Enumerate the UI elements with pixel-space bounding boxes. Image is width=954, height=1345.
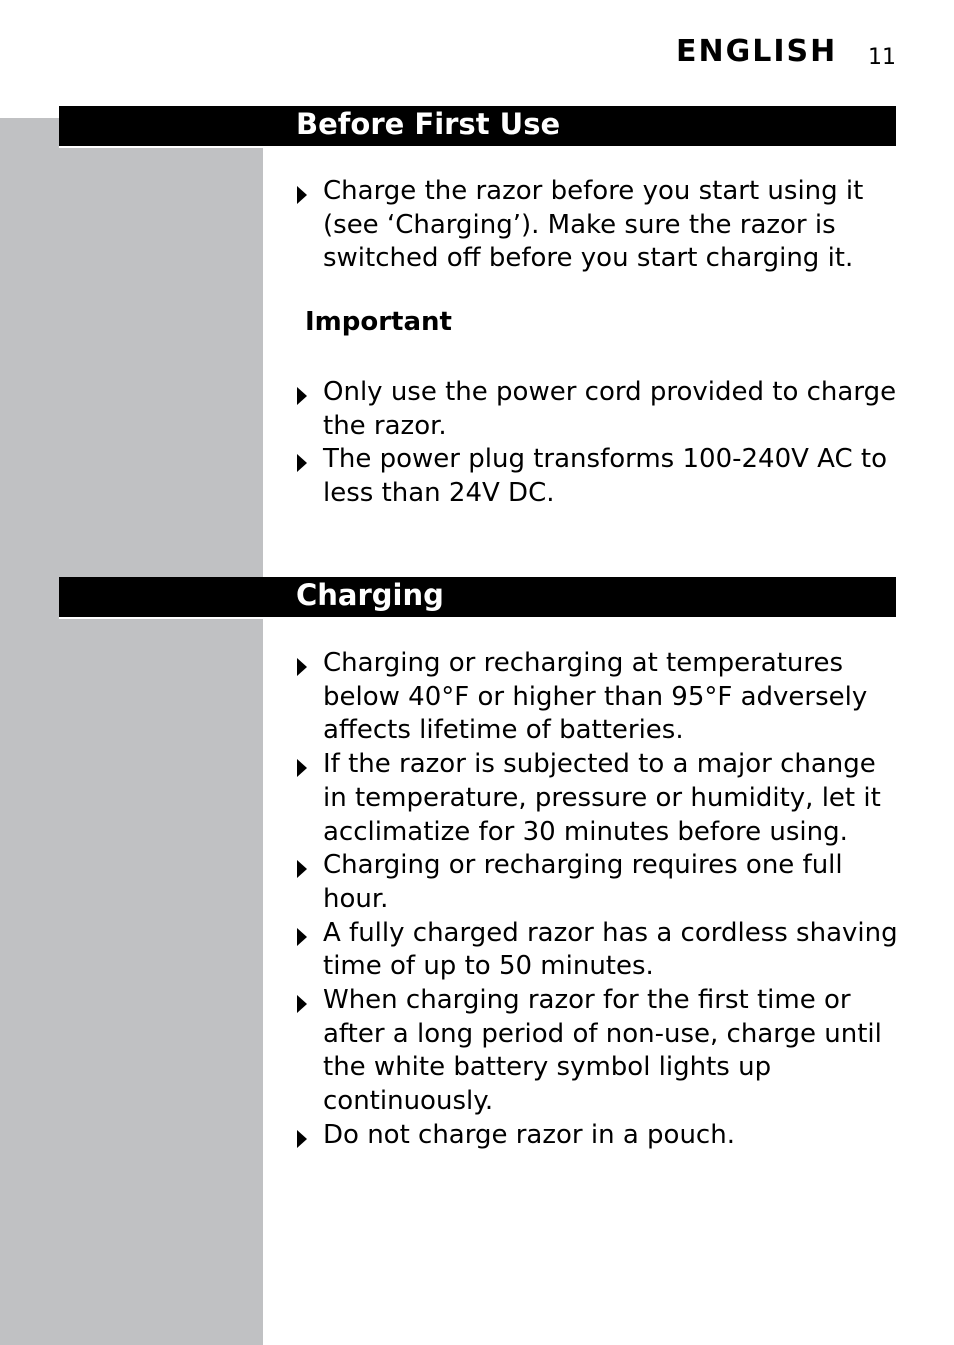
bullet-arrow-icon bbox=[297, 928, 307, 946]
important-subheading: Important bbox=[305, 307, 452, 337]
list-item bbox=[296, 443, 906, 510]
list-item-text: Charging or recharging at temperatures below 40°F or higher than 95°F adversely affects lifetime of batteries. bbox=[323, 648, 868, 746]
section-title: Charging bbox=[296, 578, 444, 612]
bullet-arrow-icon bbox=[297, 387, 307, 405]
list-item bbox=[296, 175, 906, 276]
bullet-arrow-icon bbox=[297, 860, 307, 878]
page-number: 11 bbox=[868, 45, 896, 70]
list-item bbox=[296, 917, 906, 984]
list-item bbox=[296, 647, 906, 748]
bullet-list-important bbox=[296, 376, 906, 511]
list-item bbox=[296, 1119, 906, 1153]
bullet-arrow-icon bbox=[297, 186, 307, 204]
page-margin-band bbox=[0, 118, 263, 1345]
list-item-text: Do not charge razor in a pouch. bbox=[323, 1119, 735, 1150]
list-item-text: When charging razor for the first time or after a long period of non-use, charge until the white battery symbol lights up continuously. bbox=[323, 985, 882, 1117]
list-item bbox=[296, 748, 906, 849]
list-item-text: A fully charged razor has a cordless shaving time of up to 50 minutes. bbox=[323, 917, 898, 982]
section-header-before-first-use bbox=[59, 106, 896, 148]
language-header: ENGLISH bbox=[676, 34, 838, 69]
bullet-arrow-icon bbox=[297, 454, 307, 472]
list-item bbox=[296, 984, 906, 1119]
bullet-arrow-icon bbox=[297, 658, 307, 676]
bullet-arrow-icon bbox=[297, 759, 307, 777]
bullet-arrow-icon bbox=[297, 995, 307, 1013]
bullet-arrow-icon bbox=[297, 1130, 307, 1148]
list-item bbox=[296, 376, 906, 443]
section-title: Before First Use bbox=[296, 107, 561, 141]
list-item-text: If the razor is subjected to a major change in temperature, pressure or humidity, let it acclimatize for 30 minutes before using. bbox=[323, 749, 881, 847]
list-item-text: Charge the razor before you start using it (see ‘Charging’). Make sure the razor is switched off before you start charging it. bbox=[323, 176, 864, 274]
list-item bbox=[296, 849, 906, 916]
section-header-charging bbox=[59, 577, 896, 619]
bullet-list-charging bbox=[296, 647, 906, 1153]
bullet-list-before-first-use bbox=[296, 175, 906, 276]
list-item-text: The power plug transforms 100-240V AC to less than 24V DC. bbox=[323, 444, 888, 509]
list-item-text: Charging or recharging requires one full hour. bbox=[323, 850, 843, 914]
list-item-text: Only use the power cord provided to charge the razor. bbox=[323, 377, 897, 441]
